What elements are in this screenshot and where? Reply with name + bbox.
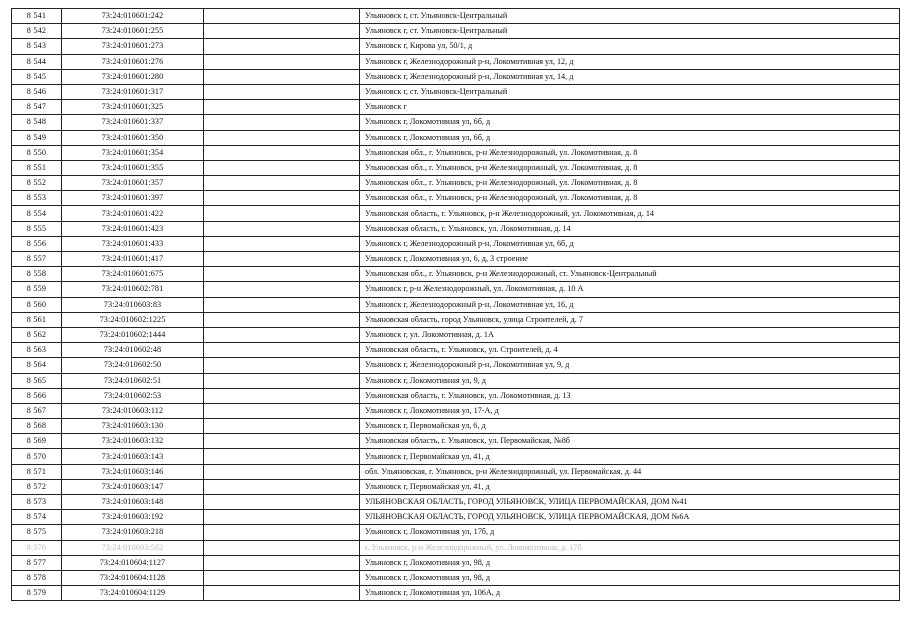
- table-row: [12, 525, 900, 540]
- address-cell: Ульяновская обл., г. Ульяновск, р-н Железнодорожный, ст. Ульяновск-Центральный: [360, 267, 900, 282]
- row-number-cell: 8 553: [12, 191, 62, 206]
- empty-cell: [204, 570, 360, 585]
- row-number-cell: 8 559: [12, 282, 62, 297]
- row-number-cell: 8 569: [12, 434, 62, 449]
- table-row: [12, 84, 900, 99]
- table-row: [12, 373, 900, 388]
- table-row: [12, 555, 900, 570]
- empty-cell: [204, 403, 360, 418]
- cadastral-number-cell: 73:24:010602:1225: [62, 312, 204, 327]
- address-cell: Ульяновская обл., г. Ульяновск, р-н Железнодорожный, ул. Локомотивная, д. 8: [360, 191, 900, 206]
- row-number-cell: 8 560: [12, 297, 62, 312]
- cadastral-number-cell: 73:24:010602:53: [62, 388, 204, 403]
- row-number-cell: 8 550: [12, 145, 62, 160]
- table-row: [12, 24, 900, 39]
- row-number-cell: 8 564: [12, 358, 62, 373]
- table-row: [12, 403, 900, 418]
- address-cell: Ульяновск г, Локомотивная ул, 6, д, 3 строение: [360, 252, 900, 267]
- empty-cell: [204, 312, 360, 327]
- empty-cell: [204, 267, 360, 282]
- empty-cell: [204, 388, 360, 403]
- address-cell: Ульяновск г, р-н Железнодорожный, ул. Локомотивная, д. 10 А: [360, 282, 900, 297]
- address-cell: Ульяновская обл., г. Ульяновск, р-н Железнодорожный, ул. Локомотивная, д. 8: [360, 176, 900, 191]
- row-number-cell: 8 573: [12, 495, 62, 510]
- cadastral-number-cell: 73:24:010603:130: [62, 419, 204, 434]
- cadastral-number-cell: 73:24:010601:255: [62, 24, 204, 39]
- empty-cell: [204, 160, 360, 175]
- cadastral-number-cell: 73:24:010601:273: [62, 39, 204, 54]
- row-number-cell: 8 543: [12, 39, 62, 54]
- table-row: [12, 510, 900, 525]
- row-number-cell: 8 576: [12, 540, 62, 555]
- address-cell: обл. Ульяновская, г. Ульяновск, р-н Железнодорожный, ул. Первомайская, д. 44: [360, 464, 900, 479]
- row-number-cell: 8 574: [12, 510, 62, 525]
- empty-cell: [204, 586, 360, 601]
- row-number-cell: 8 578: [12, 570, 62, 585]
- empty-cell: [204, 115, 360, 130]
- address-cell: г. Ульяновск, р-н Железнодорожный, ул. Локомотивная, д. 17б: [360, 540, 900, 555]
- empty-cell: [204, 434, 360, 449]
- empty-cell: [204, 479, 360, 494]
- address-cell: Ульяновск г, Локомотивная ул, 6б, д: [360, 115, 900, 130]
- row-number-cell: 8 571: [12, 464, 62, 479]
- cadastral-number-cell: 73:24:010603:83: [62, 297, 204, 312]
- row-number-cell: 8 542: [12, 24, 62, 39]
- empty-cell: [204, 221, 360, 236]
- row-number-cell: 8 570: [12, 449, 62, 464]
- table-row: [12, 434, 900, 449]
- table-row: [12, 54, 900, 69]
- cadastral-number-cell: 73:24:010601:280: [62, 69, 204, 84]
- address-cell: Ульяновская область, город Ульяновск, улица Строителей, д. 7: [360, 312, 900, 327]
- cadastral-number-cell: 73:24:010601:675: [62, 267, 204, 282]
- cadastral-number-cell: 73:24:010603:143: [62, 449, 204, 464]
- empty-cell: [204, 130, 360, 145]
- table-row: [12, 388, 900, 403]
- table-row: [12, 449, 900, 464]
- table-row: [12, 343, 900, 358]
- cadastral-number-cell: 73:24:010601:422: [62, 206, 204, 221]
- table-row: [12, 358, 900, 373]
- address-cell: Ульяновск г, Локомотивная ул, 9, д: [360, 373, 900, 388]
- table-row: [12, 464, 900, 479]
- cadastral-number-cell: 73:24:010602:50: [62, 358, 204, 373]
- row-number-cell: 8 548: [12, 115, 62, 130]
- address-cell: Ульяновск г, Локомотивная ул, 6б, д: [360, 130, 900, 145]
- row-number-cell: 8 544: [12, 54, 62, 69]
- row-number-cell: 8 557: [12, 252, 62, 267]
- table-row: [12, 282, 900, 297]
- table-row: [12, 145, 900, 160]
- cadastral-number-cell: 73:24:010604:1127: [62, 555, 204, 570]
- cadastral-number-cell: 73:24:010603:146: [62, 464, 204, 479]
- row-number-cell: 8 541: [12, 9, 62, 24]
- empty-cell: [204, 191, 360, 206]
- address-cell: УЛЬЯНОВСКАЯ ОБЛАСТЬ, ГОРОД УЛЬЯНОВСК, УЛИЦА ПЕРВОМАЙСКАЯ, ДОМ №41: [360, 495, 900, 510]
- address-cell: Ульяновск г, Первомайская ул, 6, д: [360, 419, 900, 434]
- table-row: [12, 39, 900, 54]
- row-number-cell: 8 561: [12, 312, 62, 327]
- registry-sheet: [11, 8, 899, 601]
- empty-cell: [204, 419, 360, 434]
- table-row: [12, 236, 900, 251]
- table-row: [12, 479, 900, 494]
- address-cell: Ульяновск г, Локомотивная ул, 98, д: [360, 555, 900, 570]
- cadastral-number-cell: 73:24:010603:218: [62, 525, 204, 540]
- address-cell: Ульяновская область, г. Ульяновск, ул. Локомотивная, д. 13: [360, 388, 900, 403]
- cadastral-number-cell: 73:24:010601:317: [62, 84, 204, 99]
- table-row: [12, 100, 900, 115]
- address-cell: Ульяновская область, г. Ульяновск, р-н Железнодорожный, ул. Локомотивная, д. 14: [360, 206, 900, 221]
- table-row: [12, 570, 900, 585]
- cadastral-number-cell: 73:24:010603:582: [62, 540, 204, 555]
- empty-cell: [204, 100, 360, 115]
- address-cell: Ульяновск г, Железнодорожный р-н, Локомотивная ул, 16, д: [360, 297, 900, 312]
- row-number-cell: 8 545: [12, 69, 62, 84]
- table-row: [12, 297, 900, 312]
- address-cell: Ульяновск г, ст. Ульяновск-Центральный: [360, 84, 900, 99]
- cadastral-number-cell: 73:24:010601:397: [62, 191, 204, 206]
- cadastral-number-cell: 73:24:010603:148: [62, 495, 204, 510]
- empty-cell: [204, 282, 360, 297]
- empty-cell: [204, 449, 360, 464]
- address-cell: Ульяновск г, ст. Ульяновск-Центральный: [360, 9, 900, 24]
- empty-cell: [204, 525, 360, 540]
- table-row: [12, 115, 900, 130]
- empty-cell: [204, 69, 360, 84]
- cadastral-number-cell: 73:24:010601:433: [62, 236, 204, 251]
- cadastral-number-cell: 73:24:010602:781: [62, 282, 204, 297]
- cadastral-number-cell: 73:24:010602:48: [62, 343, 204, 358]
- cadastral-number-cell: 73:24:010602:1444: [62, 327, 204, 342]
- cadastral-number-cell: 73:24:010603:112: [62, 403, 204, 418]
- row-number-cell: 8 549: [12, 130, 62, 145]
- address-cell: Ульяновская обл., г. Ульяновск, р-н Железнодорожный, ул. Локомотивная, д. 8: [360, 160, 900, 175]
- row-number-cell: 8 567: [12, 403, 62, 418]
- row-number-cell: 8 546: [12, 84, 62, 99]
- table-row: [12, 69, 900, 84]
- empty-cell: [204, 327, 360, 342]
- cadastral-number-cell: 73:24:010603:192: [62, 510, 204, 525]
- cadastral-number-cell: 73:24:010601:417: [62, 252, 204, 267]
- address-cell: УЛЬЯНОВСКАЯ ОБЛАСТЬ, ГОРОД УЛЬЯНОВСК, УЛИЦА ПЕРВОМАЙСКАЯ, ДОМ №6А: [360, 510, 900, 525]
- empty-cell: [204, 54, 360, 69]
- row-number-cell: 8 562: [12, 327, 62, 342]
- empty-cell: [204, 39, 360, 54]
- table-row: [12, 130, 900, 145]
- address-cell: Ульяновск г, Кирова ул, 50/1, д: [360, 39, 900, 54]
- cadastral-number-cell: 73:24:010601:337: [62, 115, 204, 130]
- row-number-cell: 8 577: [12, 555, 62, 570]
- table-body: [12, 9, 900, 601]
- cadastral-number-cell: 73:24:010601:354: [62, 145, 204, 160]
- empty-cell: [204, 343, 360, 358]
- empty-cell: [204, 510, 360, 525]
- empty-cell: [204, 373, 360, 388]
- table-row: [12, 9, 900, 24]
- cadastral-number-cell: 73:24:010601:357: [62, 176, 204, 191]
- table-row: [12, 160, 900, 175]
- address-cell: Ульяновск г, Железнодорожный р-н, Локомотивная ул, 12, д: [360, 54, 900, 69]
- address-cell: Ульяновск г, Железнодорожный р-н, Локомотивная ул, 9, д: [360, 358, 900, 373]
- row-number-cell: 8 572: [12, 479, 62, 494]
- table-row: [12, 312, 900, 327]
- table-row: [12, 176, 900, 191]
- row-number-cell: 8 552: [12, 176, 62, 191]
- address-cell: Ульяновск г, Первомайская ул, 41, д: [360, 479, 900, 494]
- cadastral-number-cell: 73:24:010604:1128: [62, 570, 204, 585]
- address-cell: Ульяновск г, ул. Локомотивная, д. 1А: [360, 327, 900, 342]
- table-row: [12, 206, 900, 221]
- row-number-cell: 8 547: [12, 100, 62, 115]
- empty-cell: [204, 24, 360, 39]
- cadastral-number-cell: 73:24:010601:423: [62, 221, 204, 236]
- cadastral-number-cell: 73:24:010601:276: [62, 54, 204, 69]
- empty-cell: [204, 206, 360, 221]
- address-cell: Ульяновск г, ст. Ульяновск-Центральный: [360, 24, 900, 39]
- address-cell: Ульяновская обл., г. Ульяновск, р-н Железнодорожный, ул. Локомотивная, д. 8: [360, 145, 900, 160]
- table-row: [12, 252, 900, 267]
- address-cell: Ульяновск г, Локомотивная ул, 106А, д: [360, 586, 900, 601]
- empty-cell: [204, 176, 360, 191]
- empty-cell: [204, 9, 360, 24]
- empty-cell: [204, 252, 360, 267]
- table-row: [12, 419, 900, 434]
- address-cell: Ульяновск г, Железнодорожный р-н, Локомотивная ул, 6б, д: [360, 236, 900, 251]
- address-cell: Ульяновск г, Железнодорожный р-н, Локомотивная ул, 14, д: [360, 69, 900, 84]
- table-row: [12, 327, 900, 342]
- empty-cell: [204, 495, 360, 510]
- cadastral-number-cell: 73:24:010603:132: [62, 434, 204, 449]
- address-cell: Ульяновск г: [360, 100, 900, 115]
- row-number-cell: 8 568: [12, 419, 62, 434]
- table-row: [12, 191, 900, 206]
- cadastral-number-cell: 73:24:010603:147: [62, 479, 204, 494]
- row-number-cell: 8 579: [12, 586, 62, 601]
- row-number-cell: 8 563: [12, 343, 62, 358]
- row-number-cell: 8 556: [12, 236, 62, 251]
- row-number-cell: 8 554: [12, 206, 62, 221]
- row-number-cell: 8 566: [12, 388, 62, 403]
- cadastral-number-cell: 73:24:010601:325: [62, 100, 204, 115]
- address-cell: Ульяновск г, Локомотивная ул, 98, д: [360, 570, 900, 585]
- row-number-cell: 8 575: [12, 525, 62, 540]
- row-number-cell: 8 551: [12, 160, 62, 175]
- table-row: [12, 495, 900, 510]
- row-number-cell: 8 555: [12, 221, 62, 236]
- address-cell: Ульяновская область, г. Ульяновск, ул. Первомайская, №8б: [360, 434, 900, 449]
- empty-cell: [204, 236, 360, 251]
- address-cell: Ульяновск г, Локомотивная ул, 17-А, д: [360, 403, 900, 418]
- row-number-cell: 8 565: [12, 373, 62, 388]
- empty-cell: [204, 145, 360, 160]
- cadastral-number-cell: 73:24:010601:242: [62, 9, 204, 24]
- table-row: [12, 586, 900, 601]
- empty-cell: [204, 358, 360, 373]
- table-row: [12, 267, 900, 282]
- cadastral-number-cell: 73:24:010602:51: [62, 373, 204, 388]
- table-row: [12, 540, 900, 555]
- cadastral-number-cell: 73:24:010601:355: [62, 160, 204, 175]
- table-row: [12, 221, 900, 236]
- empty-cell: [204, 540, 360, 555]
- row-number-cell: 8 558: [12, 267, 62, 282]
- address-cell: Ульяновск г, Первомайская ул, 41, д: [360, 449, 900, 464]
- empty-cell: [204, 464, 360, 479]
- cadastral-number-cell: 73:24:010604:1129: [62, 586, 204, 601]
- cadastral-number-cell: 73:24:010601:350: [62, 130, 204, 145]
- empty-cell: [204, 297, 360, 312]
- empty-cell: [204, 84, 360, 99]
- empty-cell: [204, 555, 360, 570]
- address-cell: Ульяновская область, г. Ульяновск, ул. Локомотивная, д. 14: [360, 221, 900, 236]
- cadastral-table: [11, 8, 900, 601]
- address-cell: Ульяновская область, г. Ульяновск, ул. Строителей, д. 4: [360, 343, 900, 358]
- address-cell: Ульяновск г, Локомотивная ул, 17б, д: [360, 525, 900, 540]
